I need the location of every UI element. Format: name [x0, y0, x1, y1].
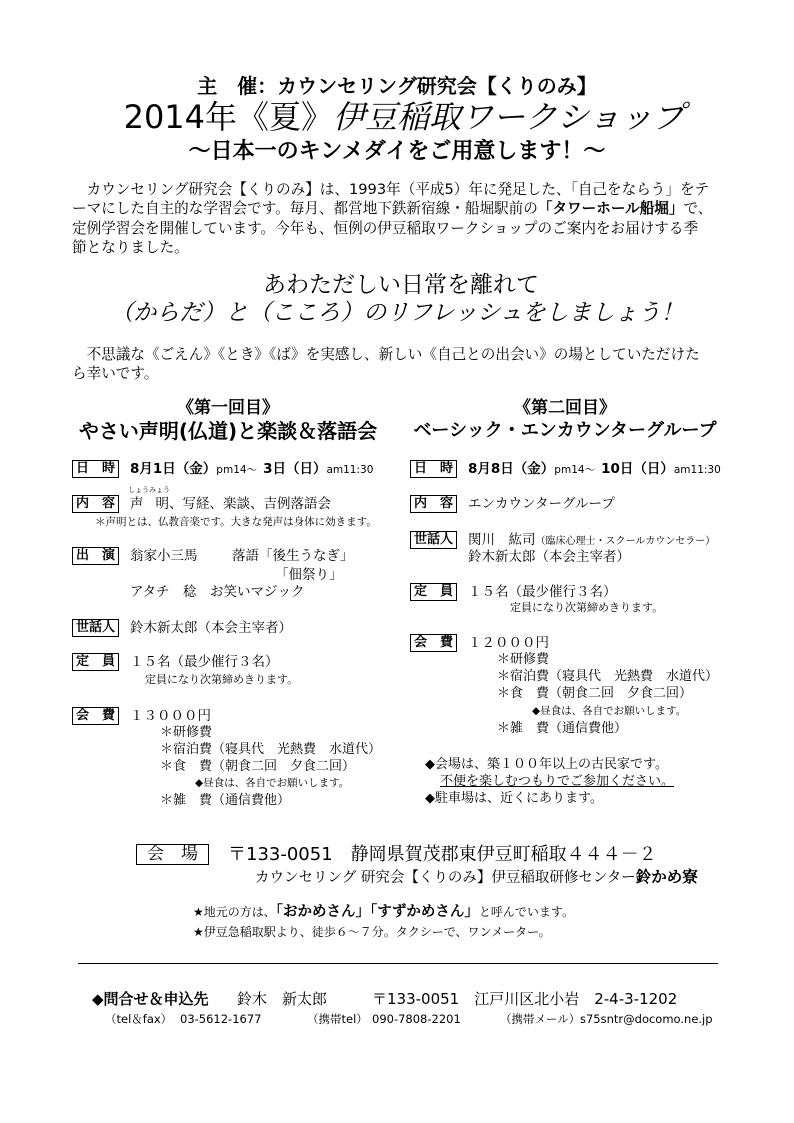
- session1-lunch-note: ◆昼食は、各自でお願いします。: [195, 777, 350, 789]
- session2-fee-value: １２０００円: [468, 635, 549, 651]
- venue-facility-name: 鈴かめ寮: [635, 868, 698, 886]
- session1-fee-item-2: ＊宿泊費（寝具代 光熱費 水道代）: [160, 742, 382, 757]
- footer-divider: [78, 963, 718, 964]
- venue-facility: [255, 867, 698, 888]
- session1-performers-label: 出 演: [72, 547, 119, 565]
- parking-note: ◆駐車場は、近くにあります。: [425, 791, 603, 806]
- intro-paragraph: [72, 180, 712, 257]
- title-main: 伊豆稲取ワークショップ: [333, 98, 685, 136]
- session2-fee-item-2: ＊宿泊費（寝具代 光熱費 水道代）: [497, 669, 719, 684]
- session1-capacity-value: １５名（最少催行３名）: [130, 654, 279, 670]
- shomyo-base: 声明: [130, 496, 181, 512]
- session2-end-day: 10日（日）: [601, 461, 674, 477]
- title-prefix: 2014年《夏》: [123, 98, 334, 136]
- local-note-1-a: ★地元の方は、: [193, 905, 276, 919]
- contact-heading: ◆問合せ＆申込先: [92, 990, 209, 1008]
- session1-date-value: [130, 460, 373, 479]
- intro-line-2: [72, 199, 712, 218]
- local-nicknames: 「おかめさん」「すずかめさん」: [275, 904, 479, 920]
- session2-host-1-role: （臨床心理士・スクールカウンセラー）: [535, 536, 716, 547]
- session2-date-label: 日 時: [410, 460, 457, 478]
- session1-end-time: am11:30: [326, 464, 374, 476]
- message-paragraph: [72, 345, 700, 384]
- session2-fee-label: 会 費: [410, 634, 457, 652]
- performer-2-name: アタチ 稔: [130, 584, 197, 600]
- session1-start-day: 8月1日（金）: [130, 461, 217, 477]
- session1-content-rest: 、写経、楽談、吉例落語会: [169, 496, 331, 512]
- local-note-1-b: と呼んでいます。: [478, 905, 574, 919]
- session2-date-value: [468, 460, 721, 479]
- contact-mobile-label: （携帯tel）: [307, 1012, 368, 1026]
- session1-fee-item-3: ＊食 費（朝食二回 夕食二回）: [160, 759, 356, 774]
- performer-1-act-2: 「佃祭り」: [275, 567, 343, 583]
- contact-mail: s75sntr@docomo.ne.jp: [580, 1012, 713, 1026]
- session1-fee-item-4: ＊雑 費（通信費他）: [160, 793, 291, 808]
- page-title: [14, 98, 794, 136]
- session1-fee-value: １３０００円: [130, 708, 211, 724]
- message-line-1: 不思議な《ごえん》《とき》《ば》を実感し、新しい《自己との出会い》の場としていただけた: [72, 346, 700, 363]
- performer-1-act: 落語「後生うなぎ」: [232, 548, 354, 564]
- tagline-line-1: あわただしい日常を離れて: [263, 272, 539, 298]
- session2-content-value: エンカウンターグループ: [468, 496, 615, 512]
- session1-date-label: 日 時: [72, 460, 119, 478]
- session1-host-label: 世話人: [72, 619, 119, 637]
- contact-tel-label: （tel＆fax）: [105, 1012, 173, 1026]
- message-line-2: ら幸いです。: [72, 365, 159, 383]
- shomyo-furigana: しょうみょう: [128, 486, 170, 494]
- local-note-2: ★伊豆急稲取駅より、徒歩６～７分。タクシーで、ワンメーター。: [193, 925, 551, 939]
- performer-1-name: 翁家小三馬: [130, 548, 198, 564]
- session1-capacity-label: 定 員: [72, 653, 119, 671]
- intro-line-2-a: ーマにした自主的な学習会です。毎月、都営地下鉄新宿線・船堀駅前の: [72, 200, 538, 218]
- contact-mail-label: （携帯メール）: [500, 1012, 581, 1026]
- intro-line-4: 節となりました。: [72, 238, 189, 256]
- session1-fee-item-1: ＊研修費: [160, 725, 213, 740]
- session2-capacity-value: １５名（最少催行３名）: [468, 584, 617, 600]
- session1-number: 《第一回目》: [177, 398, 279, 418]
- session2-title: ベーシック・エンカウンターグループ: [413, 420, 717, 441]
- subtitle: ～日本一のキンメダイをご用意します！～: [188, 139, 606, 164]
- session2-start-time: pm14～: [554, 464, 596, 476]
- session2-host-1-name: 関川 紘司: [468, 532, 536, 548]
- organizer-line: 主 催：カウンセリング研究会【くりのみ】: [197, 74, 597, 98]
- local-note-1: [193, 903, 574, 921]
- session1-host-value: 鈴木新太郎（本会主宰者）: [130, 620, 292, 636]
- intro-line-3: 定例学習会を開催しています。今年も、恒例の伊豆稲取ワークショップのご案内をお届けする季: [72, 219, 699, 237]
- intro-venue-highlight: 「タワーホール船堀」: [537, 200, 684, 218]
- session1-content-label: 内 容: [72, 495, 119, 513]
- session2-capacity-label: 定 員: [410, 583, 457, 601]
- session1-end-day: 3日（日）: [263, 461, 327, 477]
- session2-fee-item-3: ＊食 費（朝食二回 夕食二回）: [497, 686, 693, 701]
- session1-start-time: pm14～: [216, 464, 258, 476]
- session1-content-note: ＊声明とは、仏教音楽です。大きな発声は身体に効きます。: [95, 516, 377, 528]
- contact-tel: 03-5612-1677: [180, 1012, 262, 1026]
- contact-address: 〒133-0051 江戸川区北小岩 2-4-3-1202: [372, 990, 678, 1008]
- session2-host-label: 世話人: [410, 531, 457, 549]
- session2-end-time: am11:30: [673, 464, 721, 476]
- tagline-line-2: （からだ）と（こころ）のリフレッシュをしましょう！: [110, 300, 684, 326]
- session1-title: やさい声明(仏道)と楽談＆落語会: [78, 419, 378, 443]
- shomyo-term: [128, 486, 181, 513]
- venue-note-2: 不便を楽しむつもりでご参加ください。: [440, 774, 675, 789]
- session2-host-2: 鈴木新太郎（本会主宰者）: [468, 549, 630, 565]
- session2-content-label: 内 容: [410, 495, 457, 513]
- intro-line-1: カウンセリング研究会【くりのみ】は、1993年（平成5）年に発足した、「自己をならう」をテ: [72, 181, 710, 198]
- session1-capacity-note: 定員になり次第締めきります。: [145, 673, 299, 686]
- intro-line-2-b: で、: [683, 200, 713, 218]
- contact-name: 鈴木 新太郎: [237, 990, 328, 1008]
- session2-fee-item-4: ＊雑 費（通信費他）: [497, 721, 628, 736]
- session2-fee-item-1: ＊研修費: [497, 652, 550, 667]
- session2-lunch-note: ◆昼食は、各自でお願いします。: [532, 705, 687, 717]
- venue-facility-text: カウンセリング 研究会【くりのみ】伊豆稲取研修センター: [255, 870, 636, 886]
- venue-address: 〒133-0051 静岡県賀茂郡東伊豆町稲取４４４－２: [228, 844, 657, 865]
- venue-note: ◆会場は、築１００年以上の古民家です。: [425, 757, 668, 772]
- performer-2-act: お笑いマジック: [210, 584, 305, 600]
- session1-content-value: [128, 486, 331, 513]
- session2-number: 《第二回目》: [514, 398, 616, 418]
- session1-fee-label: 会 費: [72, 707, 119, 725]
- session2-capacity-note: 定員になり次第締めきります。: [510, 601, 664, 614]
- venue-label: 会 場: [136, 844, 209, 865]
- contact-mobile: 090-7808-2201: [372, 1012, 461, 1026]
- session2-start-day: 8月8日（金）: [468, 461, 555, 477]
